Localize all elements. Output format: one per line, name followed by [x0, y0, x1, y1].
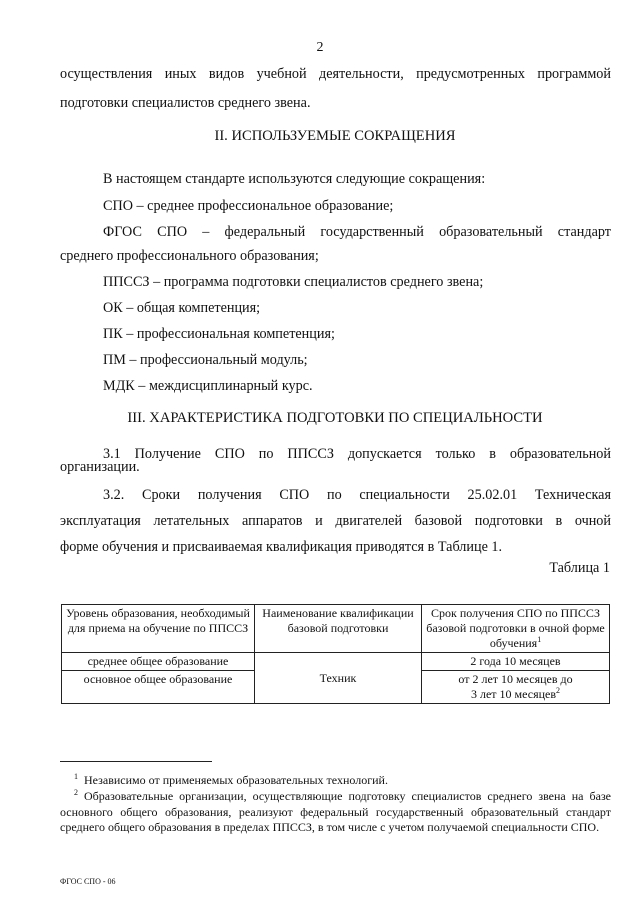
header-education-level: Уровень образования, необходимый для приема на обучение по ППССЗ [62, 605, 255, 653]
paragraph-3-1-line-1: 3.1 Получение СПО по ППССЗ допускается только в образовательной [103, 446, 611, 462]
abbrev-fgos-line-1: ФГОС СПО – федеральный государственный образовательный стандарт [103, 224, 611, 240]
cell-duration-secondary: 2 года 10 месяцев [422, 653, 610, 671]
header-duration: Срок получения СПО по ППССЗ базовой подготовки в очной форме обучения$^1$ [422, 605, 610, 653]
cell-level-secondary: среднее общее образование [62, 653, 255, 671]
cell-qualification: Техник [255, 653, 422, 704]
qualification-table [61, 604, 610, 704]
document-code: ФГОС СПО - 06 [60, 877, 116, 886]
paragraph-3-1-line-2: организации. [60, 459, 140, 475]
footnote-1-mark: 1 [74, 772, 78, 781]
page-number: 2 [316, 40, 324, 55]
abbrev-ppssz: ППССЗ – программа подготовки специалистов среднего звена; [103, 274, 484, 290]
paragraph-3-2-line-2: эксплуатация летательных аппаратов и двигателей базовой подготовки в очной [60, 513, 611, 529]
cell-level-basic: основное общее образование [62, 671, 255, 704]
intro-line-2: подготовки специалистов среднего звена. [60, 95, 311, 111]
footnote-divider [60, 761, 212, 762]
footnote-2-mark: 2 [74, 788, 78, 797]
table-header-row [62, 605, 610, 653]
abbrev-ok: ОК – общая компетенция; [103, 300, 261, 316]
abbrev-spo: СПО – среднее профессиональное образование; [103, 198, 394, 214]
paragraph-3-2-line-1: 3.2. Сроки получения СПО по специальности 25.02.01 Техническая [103, 487, 611, 503]
table-caption: Таблица 1 [549, 560, 610, 576]
paragraph-3-2-line-3: форме обучения и присваиваемая квалификация приводятся в Таблице 1. [60, 539, 503, 555]
section-2-heading: II. ИСПОЛЬЗУЕМЫЕ СОКРАЩЕНИЯ [214, 128, 456, 144]
table-row [62, 653, 610, 671]
section-3-heading: III. ХАРАКТЕРИСТИКА ПОДГОТОВКИ ПО СПЕЦИАЛЬНОСТИ [127, 410, 543, 426]
intro-line-1: осуществления иных видов учебной деятельности, предусмотренных программой [60, 66, 611, 82]
abbreviations-lead: В настоящем стандарте используются следующие сокращения: [103, 171, 486, 187]
abbrev-pk: ПК – профессиональная компетенция; [103, 326, 335, 342]
abbrev-fgos-line-2: среднего профессионального образования; [60, 248, 319, 264]
header-qualification: Наименование квалификации базовой подготовки [255, 605, 422, 653]
abbrev-mdk: МДК – междисциплинарный курс. [103, 378, 313, 394]
cell-duration-basic: от 2 лет 10 месяцев до 3 лет 10 месяцев$^2$ [422, 671, 610, 704]
abbrev-pm: ПМ – профессиональный модуль; [103, 352, 308, 368]
footnote-ref-1: 1 [537, 635, 542, 644]
footnote-1: $^1$ Независимо от применяемых образовательных технологий. [74, 772, 388, 787]
footnote-ref-2: 2 [556, 686, 561, 695]
footnote-2: $^2$ Образовательные организации, осуществляющие подготовку специалистов среднего звена на базе основного общего образования, реализуют федеральный государственный образовательный стандарт среднего общего образования в пределах ППССЗ, в том числе с учетом получаемой специальности СПО. [60, 788, 612, 834]
